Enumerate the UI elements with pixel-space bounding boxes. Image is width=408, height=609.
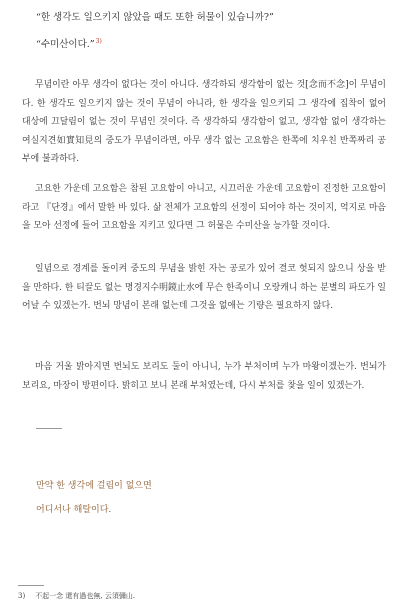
body-paragraph-4: 마음 거울 밝아지면 번뇌도 보리도 둘이 아니니, 누가 부처이며 누가 마왕이겠는가. 번뇌가 보리요, 마장이 방편이다. 밝히고 보니 본래 부처였는데, 다시 부처를 찾을 일이 있겠는가. (22, 362, 386, 391)
dialogue-answer-text: “수미산이다.” (36, 39, 95, 50)
footnote (18, 591, 135, 601)
body-paragraph-2: 고요한 가운데 고요함은 참된 고요함이 아니고, 시끄러운 가운데 고요함이 진정한 고요함이라고 『단경』에서 말한 바 있다. 삶 전체가 고요함의 선정이 되어야 하는 것이지, 억지로 마음을 모아 선정에 들어 고요함을 지키고 있다면 그 허물은 수미산을 능가할 것이다. (22, 184, 386, 231)
dialogue-answer (36, 35, 102, 52)
footnote-text: 不起一念 還有過也無, 云須彌山. (35, 592, 136, 600)
body-paragraph-3: 일념으로 경계를 돌이켜 중도의 무념을 밝힌 자는 공로가 있어 결코 헛되지 않으니 상을 받을 만하다. 한 티끌도 없는 명경지수明鏡止水에 무슨 한족이니 오랑캐니 하는 분별의 파도가 일어날 수 있겠는가. 번뇌 망념이 본래 없는데 그것을 없애는 기량은 필요하지 않다. (22, 264, 386, 311)
dialogue-question-text: “한 생각도 일으키지 않았을 때도 또한 허물이 있습니까?” (36, 12, 274, 23)
body-paragraph-1: 무념이란 아무 생각이 없다는 것이 아니다. 생각하되 생각함이 없는 것[念而不念]이 무념이다. 한 생각도 일으키지 않는 것이 무념이 아니라, 한 생각을 일으키되 그 생각에 집착이 없어 대상에 끄달림이 없는 것이 무념인 것이다. 즉 생각하되 생각함이 없고, 생각함 없이 생각하는 여실지견如實知見의 중도가 무념이라면, 아무 생각 없는 고요함은 한쪽에 치우친 반쪽짜리 공부에 불과하다. (22, 80, 386, 164)
footnote-number: 3) (18, 592, 26, 600)
footnote-reference[interactable]: 3) (95, 38, 102, 45)
verse-line-2: 어디서나 해탈이다. (36, 505, 112, 515)
section-divider (36, 428, 62, 429)
footnote-rule (18, 585, 44, 586)
dialogue-question (36, 11, 274, 25)
verse-line-1: 만약 한 생각에 걸림이 없으면 (36, 481, 152, 491)
